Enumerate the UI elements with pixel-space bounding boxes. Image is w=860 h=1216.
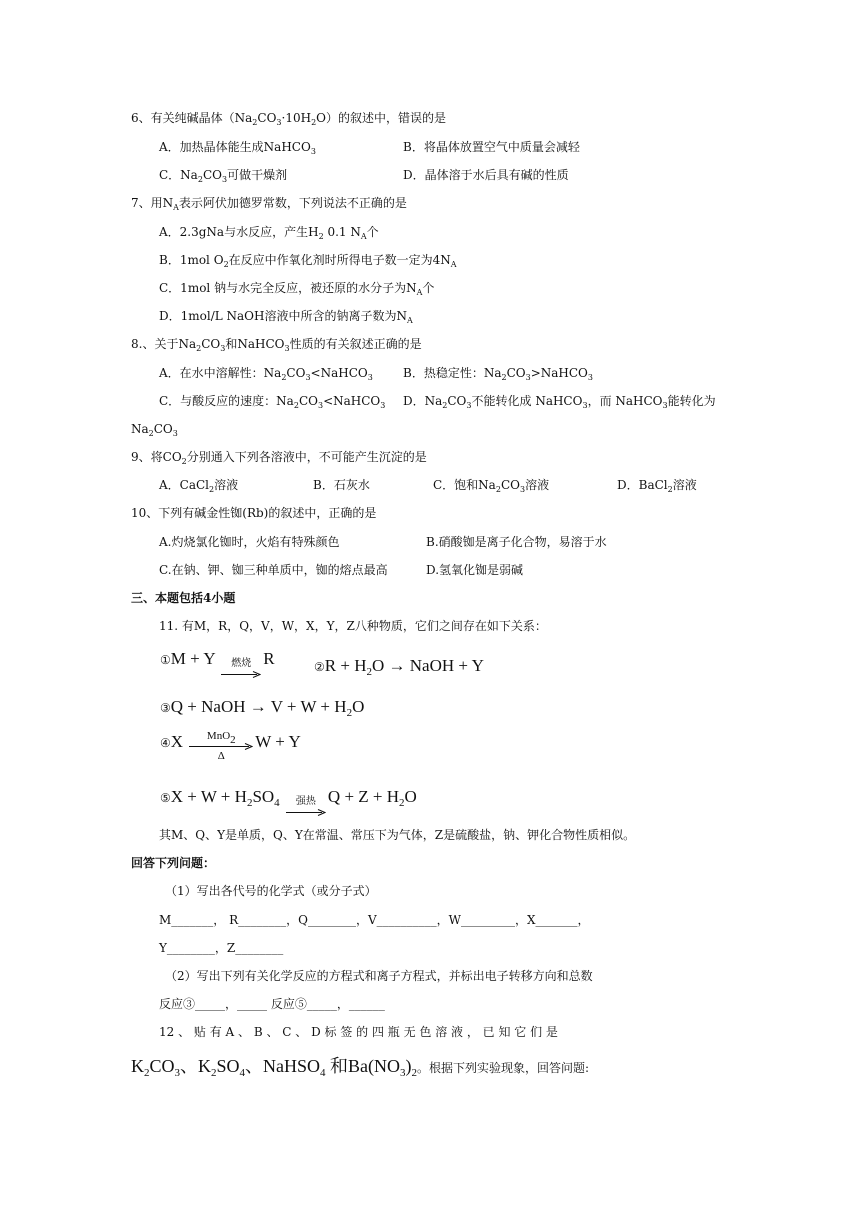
q10-option-c: C.在钠、钾、铷三种单质中，铷的熔点最高: [159, 563, 388, 577]
q9-option-a: A．CaCl$_2$溶液: [159, 478, 239, 494]
equation-2: ②R + $H_2O$ → NaOH + Y: [314, 656, 484, 678]
arrow-shaft: [189, 743, 253, 750]
q7-option-c: C．1mol 钠与水完全反应，被还原的水分子为$N_A$个: [159, 281, 435, 297]
q10-option-d: D.氢氧化铷是弱碱: [426, 563, 524, 577]
equation-3: ③Q + NaOH → $V + W + H_2O$: [160, 697, 365, 719]
q8-option-c: C．与酸反应的速度：$Na_2CO_3<NaHCO_3$: [159, 394, 386, 410]
equation-1: ①M + Y 燃烧 R: [160, 648, 275, 678]
answer-title: 回答下列问题：: [131, 856, 216, 870]
q11-blanks-line-1: M_______， R________，Q________，V__________，W_________，X_______，: [159, 913, 590, 927]
reaction-arrow: 燃烧: [221, 658, 261, 678]
q8-option-a: A．在水中溶解性：$Na_2CO_3<NaHCO_3$: [159, 366, 373, 382]
reaction-arrow: MnO$_2$ Δ: [189, 730, 253, 763]
q11-reactions-blanks: 反应③_____，_____ 反应⑤_____，______: [159, 997, 385, 1011]
q8-option-d: D．$Na_2CO_3$不能转化成 NaHCO$_3$，而 NaHCO$_3$能转化为: [403, 394, 716, 410]
q9-option-c: C．饱和$Na_2CO_3$溶液: [433, 478, 550, 494]
q10-stem: 10、下列有碱金性铷(Rb)的叙述中，正确的是: [131, 506, 377, 520]
q12-formula-line: $K_2CO_3$、$K_2SO_4$、NaHSO$_4$ 和$Ba(NO_3)_2$。根据下列实验现象，回答问题:: [131, 1056, 590, 1079]
q6-option-d: D．晶体溶于水后具有碱的性质: [403, 168, 569, 182]
q7-option-a: A．2.3gNa与水反应，产生$H_2$ 0.1 $N_A$个: [159, 225, 379, 241]
q8-option-d-continued: $Na_2CO_3$: [131, 422, 178, 438]
q11-part-2: （2）写出下列有关化学反应的方程式和离子方程式，并标出电子转移方向和总数: [165, 969, 593, 983]
q8-stem: 8.、关于$Na_2CO_3$和NaHCO$_3$性质的有关叙述正确的是: [131, 337, 422, 353]
q8-option-b: B．热稳定性：$Na_2CO_3>NaHCO_3$: [403, 366, 593, 382]
q11-stem: 11. 有M，R，Q，V，W，X，Y，Z八种物质，它们之间存在如下关系：: [159, 619, 547, 633]
q7-stem: 7、用$N_A$表示阿伏加德罗常数，下列说法不正确的是: [131, 196, 407, 212]
arrow-shaft: [221, 671, 261, 678]
q6-option-a: A．加热晶体能生成NaHCO$_3$: [159, 140, 316, 156]
q11-part-1: （1）写出各代号的化学式（或分子式）: [165, 884, 377, 898]
q9-option-b: B．石灰水: [313, 478, 370, 492]
q10-option-b: B.硝酸铷是离子化合物，易溶于水: [426, 535, 607, 549]
q7-option-d: D．1mol/L NaOH溶液中所含的钠离子数为$N_A$: [159, 309, 413, 325]
q10-option-a: A.灼烧氯化铷时，火焰有特殊颜色: [159, 535, 340, 549]
q6-stem: 6、有关纯碱晶体$(Na_2CO_3\cdot 10H_2O)$的叙述中，错误的是: [131, 111, 447, 127]
q9-option-d: D．BaCl$_2$溶液: [617, 478, 697, 494]
section-3-title: 三、本题包括4小题: [131, 591, 236, 605]
reaction-arrow: 强热: [286, 796, 326, 816]
q11-note: 其M、Q、Y是单质，Q、Y在常温、常压下为气体，Z是硫酸盐，钠、钾化合物性质相似。: [159, 828, 636, 842]
arrow-shaft: [286, 809, 326, 816]
equation-5: ⑤X + $W + H_2SO_4$ 强热 $Q + Z + H_2O$: [160, 786, 417, 816]
q11-blanks-line-2: Y________，Z________: [159, 941, 284, 955]
q6-option-c: C．$Na_2CO_3$可做干燥剂: [159, 168, 288, 184]
q6-option-b: B．将晶体放置空气中质量会减轻: [403, 140, 580, 154]
q9-stem: 9、将$CO_2$分别通入下列各溶液中，不可能产生沉淀的是: [131, 450, 427, 466]
equation-4: ④X MnO$_2$ Δ W + Y: [160, 730, 301, 762]
q7-option-b: B．1mol $O_2$在反应中作氧化剂时所得电子数一定为$4N_A$: [159, 253, 457, 269]
q12-stem: 12 、 贴 有 A 、 B 、 C 、 D 标 签 的 四 瓶 无 色 溶 液 ， 已 知 它 们 是: [159, 1025, 558, 1039]
